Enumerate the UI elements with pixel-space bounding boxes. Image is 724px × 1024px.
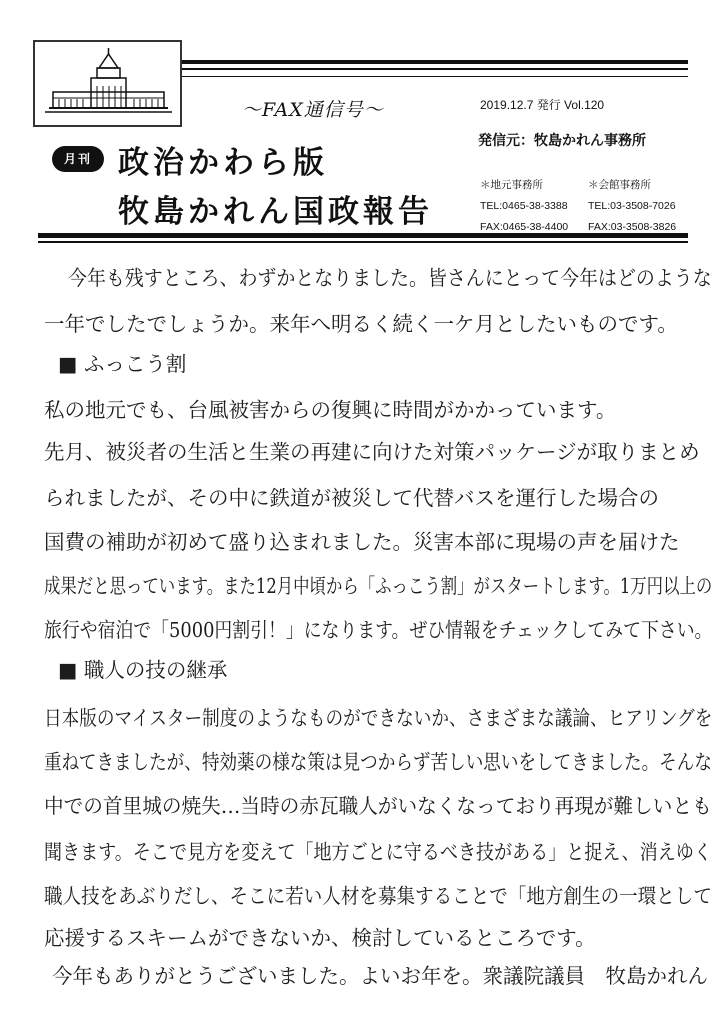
- letter-line: 日本版のマイスター制度のようなものができないか、さまざまな議論、ヒアリングを: [44, 706, 713, 730]
- section-heading: ■ ふっこう割: [58, 352, 187, 376]
- issue-info: 2019.12.7 発行 Vol.120: [480, 98, 605, 112]
- letter-line: 私の地元でも、台風被害からの復興に時間がかかっています。: [44, 398, 617, 422]
- letter-line: 応援するスキームができないか、検討しているところです。: [44, 926, 596, 950]
- letter-line: 職人技をあぶりだし、そこに若い人材を募集することで「地方創生の一環として: [44, 884, 712, 908]
- bottom-rule-thick: [38, 233, 688, 238]
- section-heading: ■ 職人の技の継承: [58, 658, 228, 682]
- top-rule-hair: [182, 76, 688, 77]
- letter-line: られましたが、その中に鉄道が被災して代替バスを運行した場合の: [44, 486, 659, 510]
- office-name: ＊地元事務所: [480, 179, 543, 191]
- office-fax: FAX:0465-38-4400: [480, 221, 569, 233]
- letter-line: 先月、被災者の生活と生業の再建に向けた対策パッケージが取りまとめ: [44, 440, 700, 464]
- office-name: ＊会館事務所: [588, 179, 651, 191]
- office-kaikan: [588, 175, 676, 238]
- fax-title: ～FAX通信号～: [242, 99, 384, 121]
- monthly-badge: 月刊: [52, 146, 104, 172]
- bottom-rule-thin: [38, 241, 688, 243]
- letter-line: 聞きます。そこで見方を変えて「地方ごとに守るべき技がある」と捉え、消えゆく: [44, 840, 712, 864]
- handwritten-letter: [44, 255, 712, 995]
- top-rule-thin: [182, 68, 688, 70]
- letter-line: 旅行や宿泊で「5000円割引！」になります。ぜひ情報をチェックしてみて下さい。: [44, 618, 713, 642]
- office-local: [480, 175, 568, 238]
- title-line-1: 政治かわら版: [118, 145, 328, 181]
- letter-line: 中での首里城の焼失…当時の赤瓦職人がいなくなっており再現が難しいとも: [44, 794, 712, 818]
- letter-line: 今年も残すところ、わずかとなりました。皆さんにとって今年はどのような: [68, 266, 712, 290]
- closing-line: 今年もありがとうございました。よいお年を。衆議院議員 牧島かれん: [52, 964, 708, 988]
- logo-box: [33, 40, 182, 127]
- sender: 発信元：牧島かれん事務所: [478, 133, 646, 149]
- diet-building-icon: [35, 42, 182, 127]
- letter-line: 国費の補助が初めて盛り込まれました。災害本部に現場の声を届けた: [44, 530, 680, 554]
- title-line-2: 牧島かれん国政報告: [118, 194, 433, 230]
- office-fax: FAX:03-3508-3826: [588, 221, 677, 233]
- letter-line: 一年でしたでしょうか。来年へ明るく続く一ケ月としたいものです。: [44, 312, 678, 336]
- letter-line: 重ねてきましたが、特効薬の様な策は見つからず苦しい思いをしてきました。そんな: [44, 750, 712, 774]
- office-tel: TEL:0465-38-3388: [480, 200, 568, 212]
- top-rule-thick: [182, 60, 688, 64]
- office-tel: TEL:03-3508-7026: [588, 200, 676, 212]
- letter-line: 成果だと思っています。また12月中頃から「ふっこう割」がスタートします。1万円以上の: [44, 574, 713, 598]
